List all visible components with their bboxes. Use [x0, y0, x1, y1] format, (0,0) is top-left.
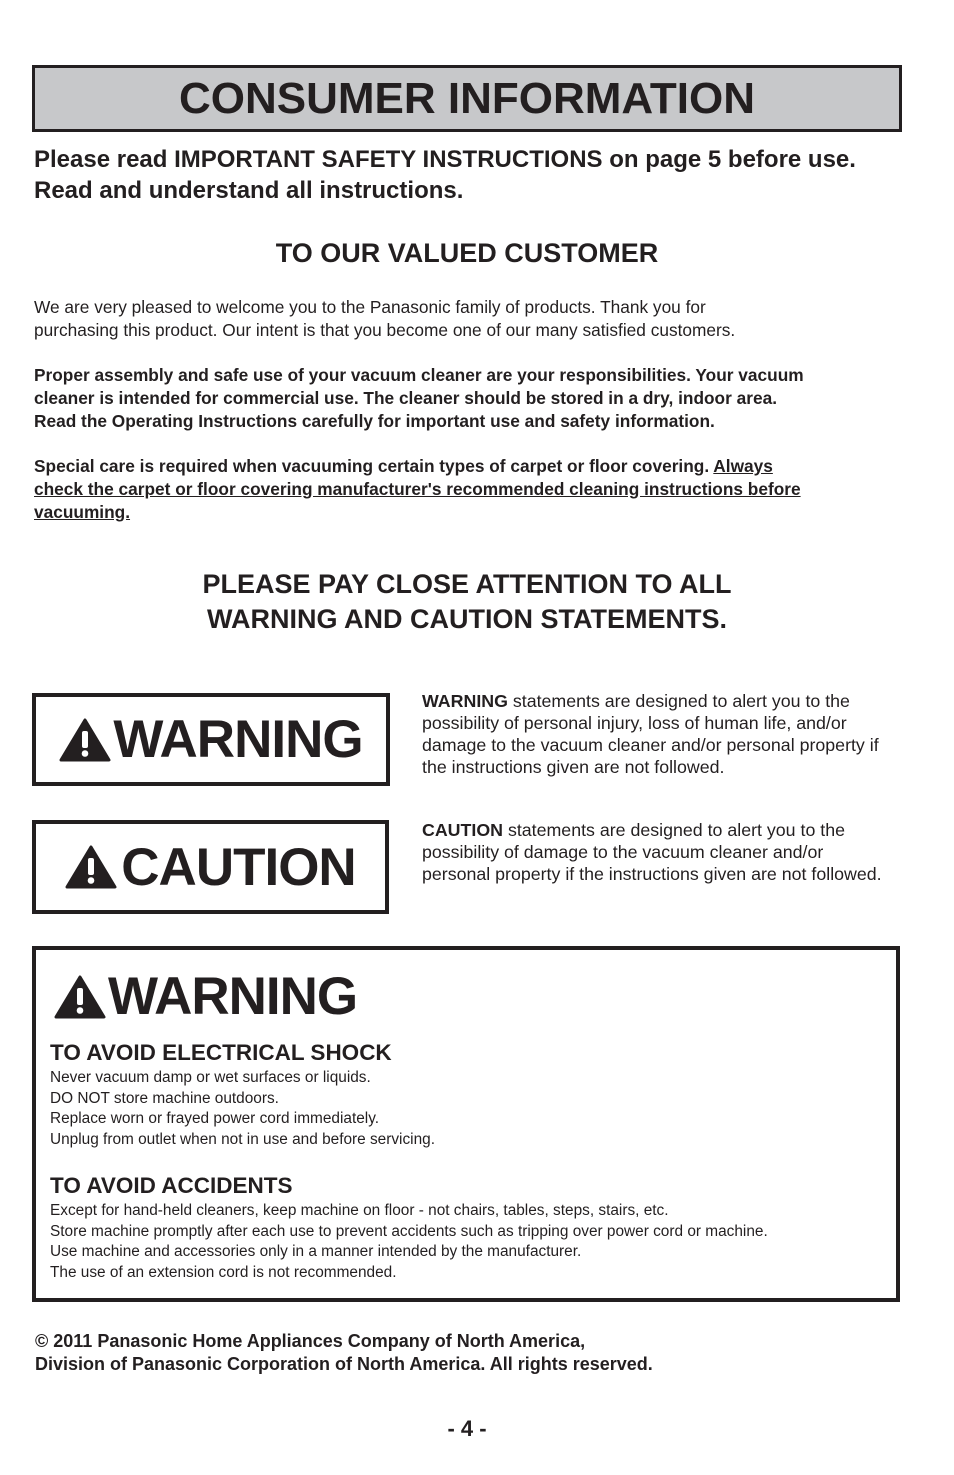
accidents-section	[50, 1173, 768, 1283]
welcome-line: We are very pleased to welcome you to the Panasonic family of products. Thank you for	[34, 297, 706, 317]
attention-line: WARNING AND CAUTION STATEMENTS.	[207, 604, 727, 634]
caution-description	[422, 819, 896, 885]
header-banner	[32, 65, 902, 132]
attention-line: PLEASE PAY CLOSE ATTENTION TO ALL	[202, 569, 732, 599]
shock-list	[50, 1068, 435, 1150]
caution-lead: CAUTION	[422, 820, 503, 840]
page-title: CONSUMER INFORMATION	[178, 73, 756, 123]
intro-notice: Please read IMPORTANT SAFETY INSTRUCTIONS on page 5 before use. Read and understand all instructions.	[34, 146, 856, 204]
caution-word: CAUTION	[121, 837, 356, 897]
caution-triangle-icon	[65, 845, 117, 889]
special-care-underlined: check the carpet or floor covering manufacturer's recommended cleaning instructions before	[34, 479, 801, 499]
shock-item: Replace worn or frayed power cord immediately.	[50, 1110, 380, 1127]
special-care-underlined: vacuuming.	[34, 502, 131, 522]
warning-triangle-icon	[54, 975, 106, 1019]
warning-description	[422, 690, 896, 778]
accidents-item: Use machine and accessories only in a manner intended by the manufacturer.	[50, 1243, 582, 1260]
shock-item: Unplug from outlet when not in use and before servicing.	[50, 1130, 435, 1148]
accidents-title: TO AVOID ACCIDENTS	[50, 1173, 293, 1198]
caution-signal-label	[32, 820, 389, 914]
shock-item: DO NOT store machine outdoors.	[50, 1089, 279, 1107]
warning-box-heading	[54, 967, 358, 1026]
shock-title: TO AVOID ELECTRICAL SHOCK	[50, 1040, 392, 1065]
special-care-underlined: Always	[713, 456, 773, 476]
warning-word: WARNING	[113, 710, 363, 769]
shock-section	[50, 1040, 435, 1150]
warning-lead: WARNING	[422, 691, 508, 711]
customer-heading: TO OUR VALUED CUSTOMER	[275, 238, 659, 268]
special-care-text: Special care is required when vacuuming certain types of carpet or floor covering.	[34, 456, 714, 476]
warning-triangle-icon	[59, 718, 111, 762]
responsibility-line: Read the Operating Instructions carefully for important use and safety information.	[34, 411, 715, 431]
warning-text: statements are designed to alert you to the possibility of personal injury, loss of human life, and/or damage to the vacuum cleaner and/or personal property if the instructions given are not followed.	[422, 691, 879, 777]
page-number: - 4 -	[447, 1416, 487, 1441]
attention-heading	[0, 567, 934, 637]
accidents-item: Store machine promptly after each use to prevent accidents such as tripping over power cord or machine.	[50, 1222, 768, 1240]
responsibility-line: Proper assembly and safe use of your vacuum cleaner are your responsibilities. Your vacuum	[34, 365, 804, 385]
warning-box-word: WARNING	[108, 967, 358, 1026]
shock-item: Never vacuum damp or wet surfaces or liquids.	[50, 1069, 371, 1086]
caution-text: statements are designed to alert you to the possibility of damage to the vacuum cleaner and/or personal property if the instructions given are not followed.	[422, 820, 882, 884]
copyright-notice	[35, 1330, 653, 1376]
copyright-line: Division of Panasonic Corporation of North America. All rights reserved.	[35, 1354, 653, 1374]
responsibility-paragraph	[34, 364, 904, 433]
warning-instructions-box	[32, 946, 900, 1302]
warning-signal-label	[32, 693, 390, 786]
copyright-line: © 2011 Panasonic Home Appliances Company of North America,	[35, 1331, 586, 1351]
special-care-paragraph	[34, 455, 904, 524]
welcome-paragraph	[34, 296, 904, 342]
accidents-item: The use of an extension cord is not recommended.	[50, 1263, 397, 1281]
responsibility-line: cleaner is intended for commercial use. The cleaner should be stored in a dry, indoor area.	[34, 388, 777, 408]
welcome-line: purchasing this product. Our intent is that you become one of our many satisfied customers.	[34, 320, 736, 340]
accidents-list	[50, 1201, 768, 1283]
accidents-item: Except for hand-held cleaners, keep machine on floor - not chairs, tables, steps, stairs, etc.	[50, 1202, 669, 1219]
